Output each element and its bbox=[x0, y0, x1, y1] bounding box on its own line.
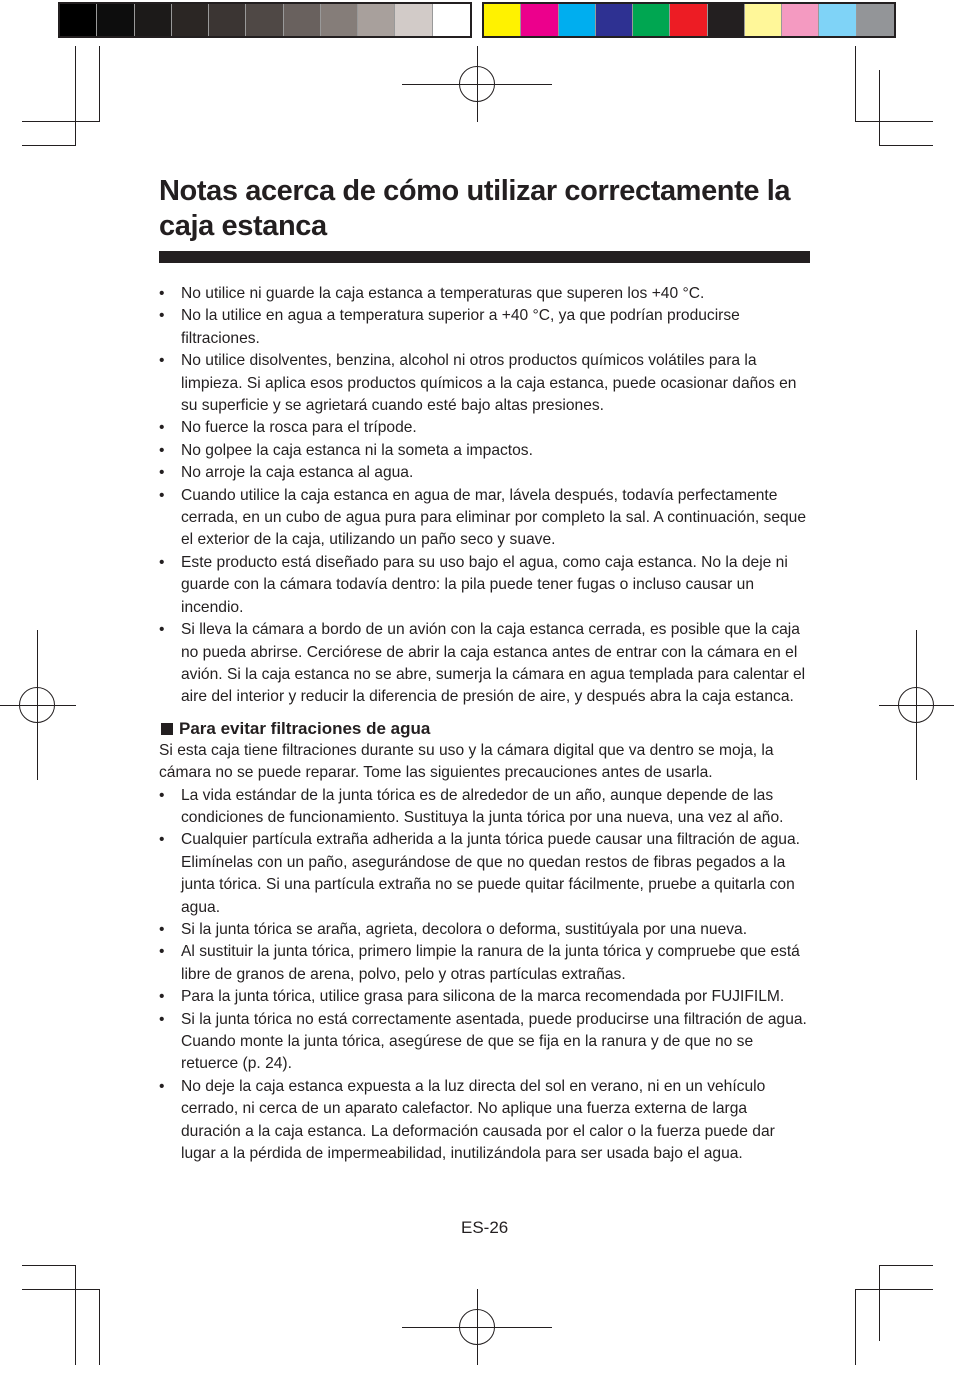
grayscale-calibration-bar bbox=[58, 2, 472, 38]
list-item: • Al sustituir la junta tórica, primero limpie la ranura de la junta tórica y compruebe que está libre de granos de arena, polvo, pelo y otras partículas extrañas. bbox=[159, 941, 810, 986]
color-swatch bbox=[670, 4, 707, 36]
section-heading-text: Para evitar filtraciones de agua bbox=[179, 718, 431, 738]
color-swatch bbox=[135, 4, 172, 36]
color-swatch bbox=[97, 4, 134, 36]
color-swatch bbox=[358, 4, 395, 36]
section-heading bbox=[159, 718, 810, 740]
color-swatch bbox=[433, 4, 470, 36]
crop-mark bbox=[75, 46, 76, 146]
registration-circle bbox=[19, 687, 55, 723]
color-swatch bbox=[284, 4, 321, 36]
crop-mark bbox=[879, 1265, 880, 1341]
crop-mark bbox=[855, 121, 933, 122]
crop-mark bbox=[99, 1289, 100, 1365]
list-item: • No fuerce la rosca para el trípode. bbox=[159, 417, 810, 439]
crop-mark bbox=[22, 1289, 100, 1290]
color-swatch bbox=[321, 4, 358, 36]
page-title: Notas acerca de cómo utilizar correctamente la caja estanca bbox=[159, 175, 791, 242]
list-item: • Cualquier partícula extraña adherida a la junta tórica puede causar una filtración de agua. Elimínelas con un paño, asegurándose de que no quedan restos de fibras pegados a la junta tórica. Si una partícula extraña no se puede quitar fácilmente, pruebe a quitarla con agua. bbox=[159, 829, 810, 919]
color-swatch bbox=[745, 4, 782, 36]
list-item: • Si la junta tórica se araña, agrieta, decolora o deforma, sustitúyala por una nueva. bbox=[159, 919, 810, 941]
crop-mark bbox=[855, 1289, 933, 1290]
usage-notes-list bbox=[159, 283, 810, 709]
section-intro: Si esta caja tiene filtraciones durante su uso y la cámara digital que va dentro se moja, la cámara no se puede reparar. Tome las siguientes precauciones antes de usarla. bbox=[159, 741, 774, 782]
registration-circle bbox=[459, 66, 495, 102]
crop-mark bbox=[22, 121, 100, 122]
document-body bbox=[159, 283, 810, 1165]
color-swatch bbox=[521, 4, 558, 36]
crop-mark bbox=[879, 145, 933, 146]
crop-mark bbox=[22, 145, 76, 146]
color-swatch bbox=[782, 4, 819, 36]
color-swatch bbox=[857, 4, 894, 36]
color-swatch bbox=[819, 4, 856, 36]
square-bullet-icon bbox=[161, 723, 173, 735]
color-swatch bbox=[484, 4, 521, 36]
color-swatch bbox=[633, 4, 670, 36]
list-item: • Cuando utilice la caja estanca en agua de mar, lávela después, todavía perfectamente cerrada, en un cubo de agua pura para eliminar por completo la sal. A continuación, seque el exterior de la caja, utilizando un paño seco y suave. bbox=[159, 485, 810, 552]
color-calibration-bar bbox=[482, 2, 896, 38]
crop-mark bbox=[855, 1289, 856, 1365]
crop-mark bbox=[879, 1265, 933, 1266]
list-item: • No utilice ni guarde la caja estanca a temperaturas que superen los +40 °C. bbox=[159, 283, 810, 305]
list-item: • No arroje la caja estanca al agua. bbox=[159, 462, 810, 484]
title-underline-bar bbox=[159, 251, 810, 263]
list-item: • No deje la caja estanca expuesta a la luz directa del sol en verano, ni en un vehículo cerrado, ni cerca de un aparato calefactor. No aplique una fuerza externa de larga duración a la caja estanca. La deformación causada por el calor o la fuerza puede dar lugar a la pérdida de impermeabilidad, inutilizándola para ser usada bajo el agua. bbox=[159, 1076, 810, 1166]
crop-mark bbox=[879, 70, 880, 146]
color-swatch bbox=[596, 4, 633, 36]
color-swatch bbox=[708, 4, 745, 36]
crop-mark bbox=[855, 46, 856, 122]
color-swatch bbox=[395, 4, 432, 36]
crop-mark bbox=[22, 1265, 76, 1266]
registration-circle bbox=[459, 1309, 495, 1345]
list-item: • No golpee la caja estanca ni la someta a impactos. bbox=[159, 440, 810, 462]
color-swatch bbox=[559, 4, 596, 36]
list-item: • Si la junta tórica no está correctamente asentada, puede producirse una filtración de agua. Cuando monte la junta tórica, asegúrese de que se fija en la ranura y de que no se retuerce (p. 24). bbox=[159, 1009, 810, 1076]
registration-circle bbox=[898, 687, 934, 723]
page-number: ES-26 bbox=[461, 1218, 509, 1237]
crop-mark bbox=[99, 46, 100, 122]
list-item: • Si lleva la cámara a bordo de un avión con la caja estanca cerrada, es posible que la caja no pueda abrirse. Cerciórese de abrir la caja estanca antes de entrar con la cámara en el avión. Si la caja estanca no se abre, sumerja la cámara en agua templada para calentar el aire del interior y reducir la diferencia de presión de aire, y después abra la caja estanca. bbox=[159, 619, 810, 709]
leak-prevention-list bbox=[159, 785, 810, 1166]
color-swatch bbox=[60, 4, 97, 36]
color-swatch bbox=[246, 4, 283, 36]
crop-mark bbox=[75, 1265, 76, 1365]
list-item: • La vida estándar de la junta tórica es de alrededor de un año, aunque depende de las condiciones de funcionamiento. Sustituya la junta tórica por una nueva, una vez al año. bbox=[159, 785, 810, 830]
list-item: • No utilice disolventes, benzina, alcohol ni otros productos químicos volátiles para la limpieza. Si aplica esos productos químicos a la caja estanca, puede ocasionar daños en su superficie y se agrietará cuando esté bajo altas presiones. bbox=[159, 350, 810, 417]
color-swatch bbox=[172, 4, 209, 36]
list-item: • Este producto está diseñado para su uso bajo el agua, como caja estanca. No la deje ni guarde con la cámara todavía dentro: la pila puede tener fugas o incluso causar un incendio. bbox=[159, 552, 810, 619]
list-item: • No la utilice en agua a temperatura superior a +40 °C, ya que podrían producirse filtraciones. bbox=[159, 305, 810, 350]
list-item: • Para la junta tórica, utilice grasa para silicona de la marca recomendada por FUJIFILM. bbox=[159, 986, 810, 1008]
color-swatch bbox=[209, 4, 246, 36]
